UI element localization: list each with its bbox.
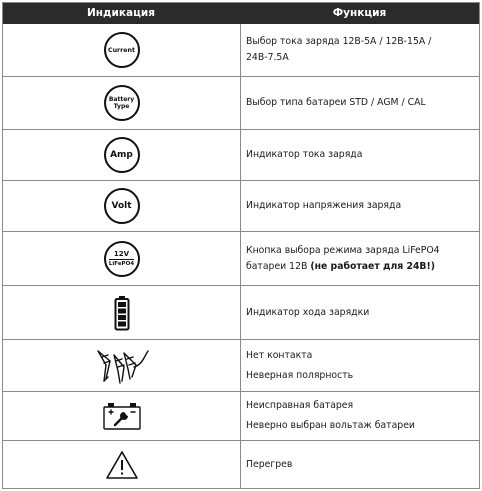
icon-label: Amp xyxy=(110,150,133,160)
battery-wrench-icon xyxy=(102,401,142,431)
row-text: Кнопка выбора режима заряда LiFePO4 батареи 12В xyxy=(246,244,440,272)
lifepo4-circle-icon xyxy=(104,241,140,277)
warning-triangle-icon xyxy=(105,450,139,480)
row-text: Перегрев xyxy=(246,458,293,470)
row-text: Индикатор тока заряда xyxy=(246,149,363,160)
row-text: Выбор типа батареи STD / AGM / CAL xyxy=(246,97,426,108)
table-row xyxy=(3,24,479,76)
indication-table xyxy=(2,2,480,489)
table-row xyxy=(3,129,479,180)
volt-circle-icon xyxy=(104,188,140,224)
table-row xyxy=(3,285,479,339)
table-row xyxy=(3,76,479,129)
row-text-bold: (не работает для 24В!) xyxy=(310,260,435,272)
header-function: Функция xyxy=(332,7,387,19)
row-text: Индикатор напряжения заряда xyxy=(246,200,402,211)
row-text: Индикатор хода зарядки xyxy=(246,306,370,318)
clamps-icon xyxy=(94,347,150,385)
icon-label: 12V xyxy=(113,249,130,258)
current-circle-icon xyxy=(104,32,140,68)
icon-label: Battery xyxy=(108,96,135,103)
row-text: Выбор тока заряда 12В-5А / 12В-15А / 24В-7.5А xyxy=(246,36,432,63)
battery-bars-icon xyxy=(114,295,130,331)
table-row xyxy=(3,180,479,231)
icon-label: LiFePO4 xyxy=(108,260,135,267)
table-row xyxy=(3,231,479,285)
table-header xyxy=(3,3,479,24)
row-text: Неверная полярность xyxy=(246,369,354,381)
row-text: Неисправная батарея xyxy=(246,400,354,411)
battery-type-circle-icon xyxy=(104,85,140,121)
row-text: Неверно выбран вольтаж батареи xyxy=(246,420,415,431)
table-row xyxy=(3,391,479,440)
icon-label: Current xyxy=(107,46,136,54)
icon-label: Volt xyxy=(111,201,132,211)
table-row xyxy=(3,440,479,488)
icon-label: Type xyxy=(113,103,130,110)
header-indication: Индикация xyxy=(87,7,155,19)
table-row xyxy=(3,339,479,391)
amp-circle-icon xyxy=(104,137,140,173)
row-text: Нет контакта xyxy=(246,349,313,361)
